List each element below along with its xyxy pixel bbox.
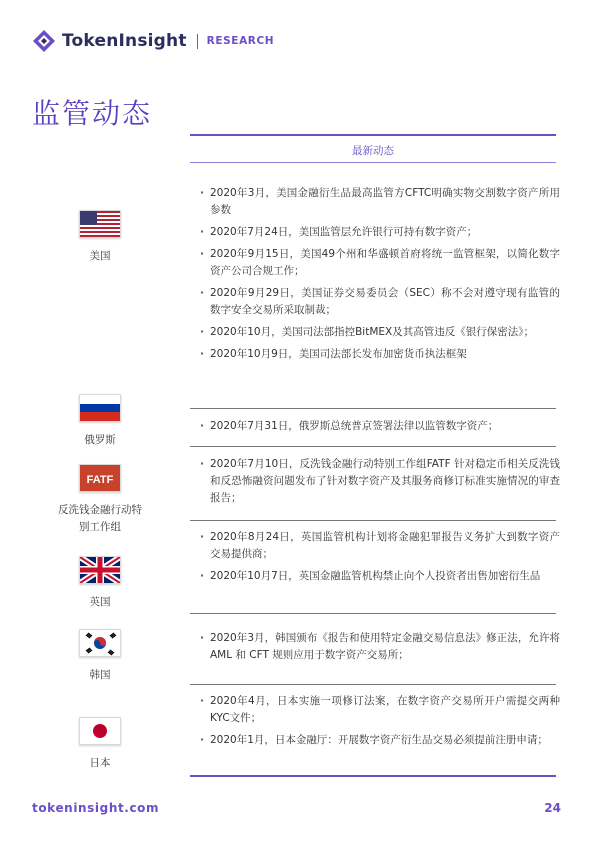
table-top-rule bbox=[190, 134, 556, 136]
list-item: · 2020年4月，日本实施一项修订法案，在数字资产交易所开户需提交两种KYC文件； bbox=[200, 693, 560, 727]
fatf-news-list bbox=[200, 456, 560, 512]
brand-name: TokenInsight bbox=[62, 31, 187, 51]
header-divider bbox=[197, 34, 198, 49]
list-item: · 2020年10月9日，美国司法部长发布加密货币执法框架 bbox=[200, 346, 560, 363]
list-item: · 2020年7月24日，美国监管层允许银行可持有数字资产； bbox=[200, 224, 560, 241]
column-header: 最新动态 bbox=[352, 145, 394, 157]
country-name: 韩国 bbox=[89, 669, 111, 681]
row-divider bbox=[190, 446, 556, 447]
list-item: · 2020年1月，日本金融厅：开展数字资产衍生品交易必须提前注册申请； bbox=[200, 732, 560, 749]
korea-flag-icon bbox=[79, 629, 121, 657]
fatf-logo-icon bbox=[79, 464, 121, 492]
country-name: 美国 bbox=[89, 250, 111, 262]
japan-news-list bbox=[200, 693, 560, 754]
list-item: · 2020年10月，美国司法部指控BitMEX及其高管违反《银行保密法》； bbox=[200, 324, 560, 341]
country-russia bbox=[40, 394, 160, 449]
japan-flag-icon bbox=[79, 717, 121, 745]
header-rule bbox=[190, 162, 556, 163]
country-name: 日本 bbox=[89, 757, 111, 769]
list-item: · 2020年10月7日，英国金融监管机构禁止向个人投资者出售加密衍生品 bbox=[200, 568, 560, 585]
list-item: · 2020年3月，韩国颁布《报告和使用特定金融交易信息法》修正法，允许将 AML 和 CFT 规则应用于数字资产交易所； bbox=[200, 630, 560, 664]
country-name: 俄罗斯 bbox=[84, 434, 116, 446]
uk-flag-icon bbox=[79, 556, 121, 584]
row-divider bbox=[190, 613, 556, 614]
list-item: · 2020年9月29日，美国证券交易委员会（SEC）称不会对遵守现有监管的数字安全交易所采取制裁； bbox=[200, 285, 560, 319]
us-flag-icon bbox=[79, 210, 121, 238]
country-korea bbox=[40, 629, 160, 684]
row-divider bbox=[190, 408, 556, 409]
country-japan bbox=[40, 717, 160, 772]
row-divider bbox=[190, 684, 556, 685]
country-fatf bbox=[40, 464, 160, 536]
svg-text:FATF: FATF bbox=[86, 474, 114, 486]
uk-news-list bbox=[200, 529, 560, 590]
footer-url: tokeninsight.com bbox=[32, 801, 160, 815]
list-item: · 2020年9月15日，美国49个州和华盛顿首府将统一监管框架，以简化数字资产公司合规工作； bbox=[200, 246, 560, 280]
korea-news-list bbox=[200, 630, 560, 669]
list-item: · 2020年3月，美国金融衍生品最高监管方CFTC明确实物交割数字资产所用参数 bbox=[200, 185, 560, 219]
page-header bbox=[32, 28, 274, 54]
list-item: · 2020年7月31日，俄罗斯总统普京签署法律以监管数字资产； bbox=[200, 418, 560, 435]
country-uk bbox=[40, 556, 160, 611]
country-usa bbox=[40, 210, 160, 265]
list-item: · 2020年8月24日，英国监管机构计划将金融犯罪报告义务扩大到数字资产交易提供商； bbox=[200, 529, 560, 563]
country-name: 英国 bbox=[89, 596, 111, 608]
page-number: 24 bbox=[544, 801, 561, 815]
russia-flag-icon bbox=[79, 394, 121, 422]
section-label: RESEARCH bbox=[206, 35, 275, 47]
usa-news-list bbox=[200, 185, 560, 368]
country-name: 反洗钱金融行动特别工作组 bbox=[58, 504, 142, 533]
list-item: · 2020年7月10日，反洗钱金融行动特别工作组FATF 针对稳定币相关反洗钱和反恐怖融资问题发布了针对数字资产及其服务商修订标准实施情况的审查报告； bbox=[200, 456, 560, 507]
table-bottom-rule bbox=[190, 775, 556, 777]
row-divider bbox=[190, 520, 556, 521]
russia-news-list bbox=[200, 418, 560, 440]
tokeninsight-logo-icon bbox=[32, 29, 56, 53]
page-title: 监管动态 bbox=[32, 97, 153, 130]
